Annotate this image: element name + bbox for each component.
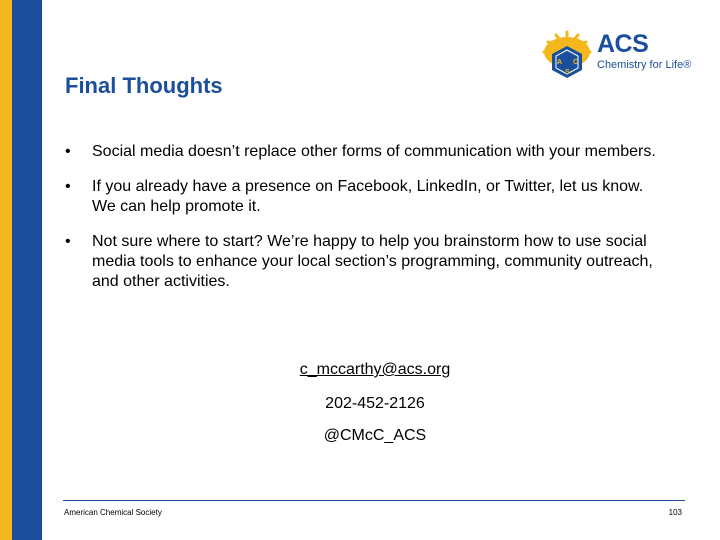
contact-phone: 202-452-2126 bbox=[325, 395, 425, 412]
bullet-item bbox=[65, 177, 665, 217]
seal-letter-c: C bbox=[573, 59, 579, 66]
bullet-text: If you already have a presence on Facebook, LinkedIn, or Twitter, let us know. We can help promote it. bbox=[92, 178, 644, 215]
acs-logo bbox=[538, 26, 698, 86]
footer-divider bbox=[63, 500, 685, 501]
acs-seal-icon bbox=[538, 26, 596, 84]
bullet-text: Social media doesn’t replace other forms of communication with your members. bbox=[92, 143, 656, 160]
seal-letter-a: A bbox=[557, 59, 563, 66]
bullet-marker: • bbox=[65, 178, 71, 195]
left-accent-bar-blue bbox=[12, 0, 42, 540]
contact-twitter-handle: @CMcC_ACS bbox=[323, 427, 427, 444]
bullet-marker: • bbox=[65, 143, 71, 160]
bullet-item bbox=[65, 232, 665, 292]
bullet-text: Not sure where to start? We’re happy to help you brainstorm how to use social media tools to enhance your local section’s programming, community outreach, and other activities. bbox=[92, 233, 653, 290]
left-accent-bar-yellow bbox=[0, 0, 12, 540]
slide-title: Final Thoughts bbox=[65, 73, 223, 98]
logo-wordmark: ACS bbox=[597, 30, 649, 58]
contact-email-link[interactable]: c_mccarthy@acs.org bbox=[299, 361, 451, 378]
bullet-list bbox=[65, 142, 665, 307]
bullet-item bbox=[65, 142, 665, 162]
footer-page-number: 103 bbox=[668, 508, 682, 517]
bullet-marker: • bbox=[65, 233, 71, 250]
logo-tagline: Chemistry for Life® bbox=[597, 59, 692, 71]
seal-letter-s: S bbox=[565, 69, 570, 76]
footer-organization: American Chemical Society bbox=[64, 508, 162, 517]
